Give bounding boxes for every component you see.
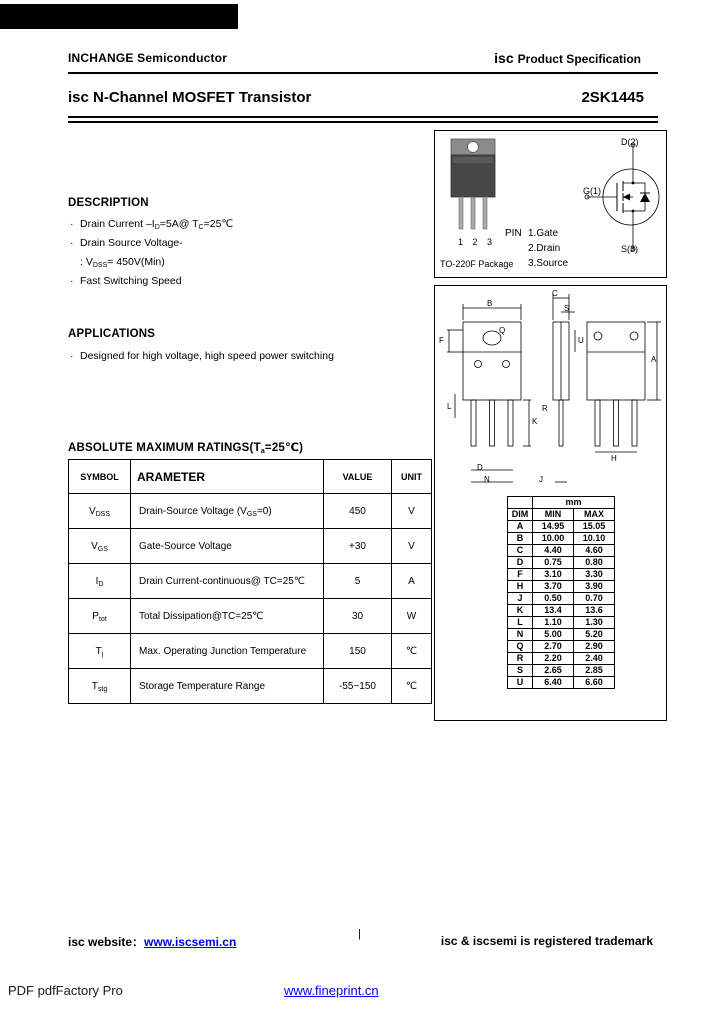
- dim-cell: A: [508, 521, 533, 533]
- outline-drawing: [434, 285, 667, 721]
- dim-row: [508, 569, 615, 581]
- column-symbol: SYMBOL: [69, 460, 131, 494]
- product-spec-label: [494, 50, 641, 66]
- rating-unit: W: [392, 599, 432, 634]
- rating-value: 5: [324, 564, 392, 599]
- description-list: [70, 215, 233, 291]
- dim-unit-header: mm: [533, 497, 615, 509]
- pin-numbers: 1 2 3: [457, 237, 493, 247]
- trademark-text: isc & iscsemi is registered trademark: [440, 934, 653, 948]
- dim-cell: 0.80: [574, 557, 615, 569]
- rating-symbol: $T_j$: [69, 634, 131, 669]
- dim-cell: 15.05: [574, 521, 615, 533]
- rating-unit: V: [392, 494, 432, 529]
- pin-drain: 2.Drain: [528, 243, 561, 254]
- rating-value: +30: [324, 529, 392, 564]
- dim-row: [508, 533, 615, 545]
- description-text: Fast Switching Speed: [80, 275, 182, 287]
- rating-value: 30: [324, 599, 392, 634]
- ratings-table: [68, 459, 432, 704]
- dim-cell: 13.4: [533, 605, 574, 617]
- package-outline-drawing-icon: [435, 286, 666, 492]
- column-value: VALUE: [324, 460, 392, 494]
- pin-gate: 1.Gate: [528, 228, 559, 239]
- part-number: 2SK1445: [581, 89, 644, 106]
- dim-row: [508, 677, 615, 689]
- ratings-heading: ABSOLUTE MAXIMUM $RATINGS(T_a=25℃)$: [68, 442, 304, 455]
- dim-cell: 2.90: [574, 641, 615, 653]
- description-text: Drain Source Voltage-: [80, 237, 183, 249]
- dim-letter-F: F: [439, 336, 444, 345]
- mosfet-symbol-icon: [583, 135, 665, 259]
- pin-list: [528, 226, 568, 271]
- bullet-icon: ·: [70, 275, 74, 287]
- rating-value: 150: [324, 634, 392, 669]
- dim-cell: 3.90: [574, 581, 615, 593]
- column-unit: UNIT: [392, 460, 432, 494]
- footer-website: [68, 933, 236, 950]
- dim-cell: 1.10: [533, 617, 574, 629]
- rating-value: 450: [324, 494, 392, 529]
- dim-letter-D: D: [477, 463, 483, 472]
- dim-letter-J: J: [539, 475, 543, 484]
- dim-cell: 2.85: [574, 665, 615, 677]
- dim-unit-row: [508, 497, 615, 509]
- rating-symbol: $V_{GS}$: [69, 529, 131, 564]
- top-left-black-bar: [0, 4, 238, 29]
- website-link[interactable]: www.iscsemi.cn: [144, 935, 237, 949]
- ratings-row: [69, 494, 432, 529]
- dim-cell: 13.6: [574, 605, 615, 617]
- dim-letter-S: S: [564, 304, 570, 313]
- rating-unit: ℃: [392, 669, 432, 704]
- ratings-header-row: [69, 460, 432, 494]
- bullet-icon: ·: [70, 237, 74, 249]
- dim-letter-L: L: [447, 402, 452, 411]
- bullet-icon: ·: [70, 350, 74, 362]
- dim-cell: 10.10: [574, 533, 615, 545]
- dim-row: [508, 617, 615, 629]
- description-item: [70, 253, 233, 272]
- dim-cell: K: [508, 605, 533, 617]
- dim-cell: 6.40: [533, 677, 574, 689]
- pin-heading: PIN: [505, 228, 522, 239]
- company-name: INCHANGE Semiconductor: [68, 51, 228, 65]
- ratings-row: [69, 599, 432, 634]
- dim-letter-B: B: [487, 299, 493, 308]
- dim-cell: B: [508, 533, 533, 545]
- ratings-row: [69, 564, 432, 599]
- dimension-table: [507, 496, 615, 689]
- dim-row: [508, 521, 615, 533]
- dim-letter-R: R: [542, 404, 548, 413]
- dim-row: [508, 545, 615, 557]
- rating-parameter: Gate-Source Voltage: [131, 529, 324, 564]
- rating-parameter: Drain Current-continuous@ TC=25℃: [131, 564, 324, 599]
- description-heading: DESCRIPTION: [68, 197, 149, 209]
- dim-cell: C: [508, 545, 533, 557]
- package-pinout-box: [434, 130, 667, 278]
- dim-cell: Q: [508, 641, 533, 653]
- title-rule-bottom: [68, 121, 658, 123]
- footer-separator: |: [358, 928, 361, 940]
- rating-symbol: $P_{tot}$: [69, 599, 131, 634]
- to220-package-icon: [443, 137, 507, 237]
- dim-row: [508, 641, 615, 653]
- dim-cell: H: [508, 581, 533, 593]
- title-rule-top: [68, 116, 658, 118]
- dim-cell: 4.40: [533, 545, 574, 557]
- dim-blank-cell: [508, 497, 533, 509]
- applications-list: [70, 347, 334, 366]
- dim-col-min: MIN: [533, 509, 574, 521]
- isc-brand-label: isc: [494, 50, 514, 66]
- ratings-row: [69, 634, 432, 669]
- dim-row: [508, 665, 615, 677]
- dim-letter-U: U: [578, 336, 584, 345]
- dim-cell: 5.20: [574, 629, 615, 641]
- description-item: [70, 272, 233, 291]
- website-label: isc website：: [68, 935, 145, 949]
- pdf-watermark-text: PDF pdfFactory Pro: [8, 983, 123, 998]
- dim-cell: 4.60: [574, 545, 615, 557]
- dim-letter-K: K: [532, 417, 538, 426]
- dim-cell: 2.40: [574, 653, 615, 665]
- description-text: : $V_{DSS}= 450V(Min)$: [80, 256, 165, 269]
- dim-cell: 1.30: [574, 617, 615, 629]
- ratings-row: [69, 669, 432, 704]
- rating-value: -55~150: [324, 669, 392, 704]
- dim-letter-C: C: [552, 289, 558, 298]
- dim-header-row: [508, 509, 615, 521]
- dim-cell: 5.00: [533, 629, 574, 641]
- rating-unit: ℃: [392, 634, 432, 669]
- dim-col-dim: DIM: [508, 509, 533, 521]
- application-item: [70, 347, 334, 366]
- description-item: [70, 234, 233, 253]
- ratings-table-body: [69, 494, 432, 704]
- dim-cell: S: [508, 665, 533, 677]
- bullet-icon: ·: [70, 218, 74, 230]
- dim-cell: J: [508, 593, 533, 605]
- description-text: Drain Current $-I_D=5A@$ $T_C=25℃$: [80, 218, 234, 231]
- dim-cell: L: [508, 617, 533, 629]
- rating-symbol: $T_{stg}$: [69, 669, 131, 704]
- applications-heading: APPLICATIONS: [68, 328, 156, 340]
- dim-cell: D: [508, 557, 533, 569]
- description-item: [70, 215, 233, 234]
- dim-letter-H: H: [611, 454, 617, 463]
- rating-parameter: Max. Operating Junction Temperature: [131, 634, 324, 669]
- dim-cell: U: [508, 677, 533, 689]
- rating-unit: A: [392, 564, 432, 599]
- terminal-source-label: S(3): [621, 244, 639, 254]
- dim-table-body: [508, 521, 615, 689]
- dim-cell: R: [508, 653, 533, 665]
- dim-cell: 2.70: [533, 641, 574, 653]
- fineprint-link[interactable]: www.fineprint.cn: [284, 983, 379, 998]
- pin-source: 3.Source: [528, 258, 569, 269]
- dim-col-max: MAX: [574, 509, 615, 521]
- dim-row: [508, 629, 615, 641]
- header-rule: [68, 72, 658, 74]
- dim-cell: 10.00: [533, 533, 574, 545]
- spec-rest-label: Product Specification: [517, 52, 641, 66]
- column-parameter: ARAMETER: [131, 460, 324, 494]
- ratings-row: [69, 529, 432, 564]
- dim-letter-N: N: [484, 475, 490, 484]
- dim-cell: N: [508, 629, 533, 641]
- dim-cell: 3.70: [533, 581, 574, 593]
- dim-row: [508, 557, 615, 569]
- page-title: isc N-Channel MOSFET Transistor: [68, 89, 312, 106]
- rating-unit: V: [392, 529, 432, 564]
- terminal-gate-label: G(1): [583, 186, 601, 196]
- dim-letter-Q: Q: [499, 326, 506, 335]
- dim-row: [508, 581, 615, 593]
- terminal-drain-label: D(2): [621, 137, 639, 147]
- rating-parameter: Total Dissipation@TC=25℃: [131, 599, 324, 634]
- dim-row: [508, 605, 615, 617]
- dim-cell: 14.95: [533, 521, 574, 533]
- dim-cell: 0.50: [533, 593, 574, 605]
- dim-cell: 3.30: [574, 569, 615, 581]
- application-text: Designed for high voltage, high speed power switching: [80, 350, 334, 362]
- dim-cell: 6.60: [574, 677, 615, 689]
- dim-cell: 2.65: [533, 665, 574, 677]
- dim-letter-A: A: [651, 355, 657, 364]
- dim-row: [508, 653, 615, 665]
- dim-cell: 0.75: [533, 557, 574, 569]
- rating-symbol: $I_D$: [69, 564, 131, 599]
- dim-cell: 0.70: [574, 593, 615, 605]
- rating-parameter: Storage Temperature Range: [131, 669, 324, 704]
- dim-cell: 2.20: [533, 653, 574, 665]
- rating-parameter: Drain-Source Voltage $(V_{GS}=0)$: [131, 494, 324, 529]
- dim-row: [508, 593, 615, 605]
- dim-cell: 3.10: [533, 569, 574, 581]
- rating-symbol: $V_{DSS}$: [69, 494, 131, 529]
- dim-cell: F: [508, 569, 533, 581]
- package-name: TO-220F Package: [440, 259, 514, 269]
